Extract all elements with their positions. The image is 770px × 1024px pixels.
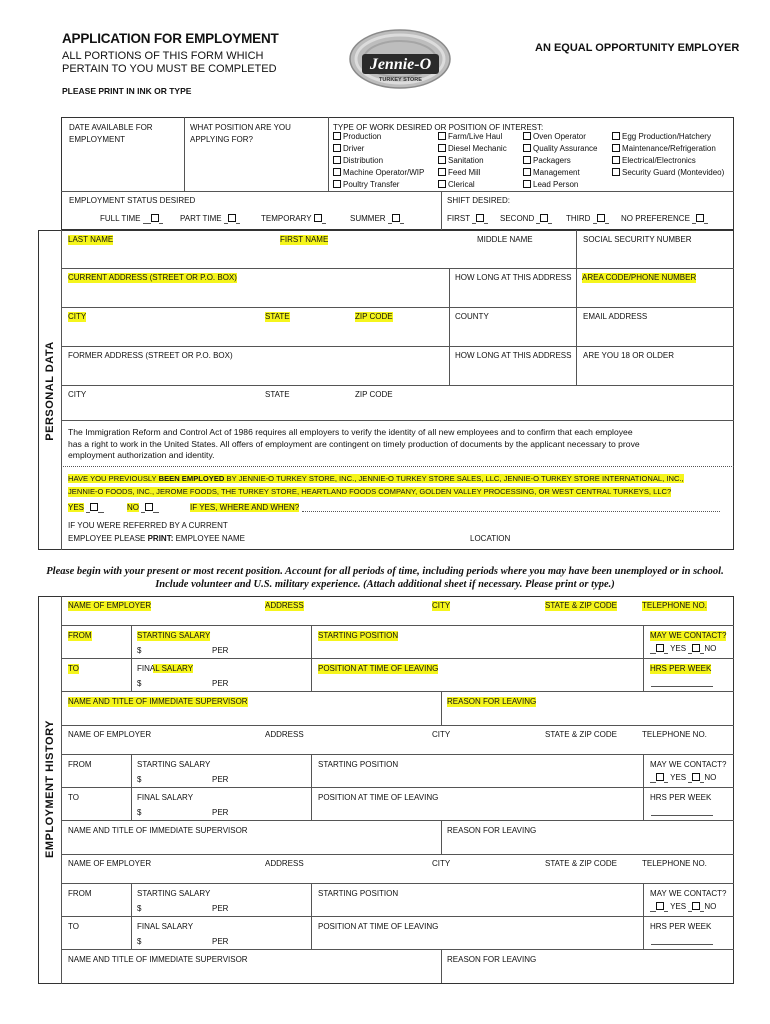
city-field[interactable]: CITY — [68, 312, 87, 321]
checkbox-icon — [597, 214, 605, 222]
shift-no-preference[interactable]: NO PREFERENCE — [621, 214, 708, 224]
former-address-field[interactable]: FORMER ADDRESS (STREET OR P.O. BOX) — [68, 351, 233, 360]
checkbox-icon — [333, 144, 341, 152]
personal-data-side-label: PERSONAL DATA — [44, 341, 56, 441]
form-subtitle-line1: ALL PORTIONS OF THIS FORM WHICH — [62, 50, 264, 62]
last-name-field[interactable]: LAST NAME — [68, 235, 114, 244]
employer-name-field[interactable]: NAME OF EMPLOYER — [68, 601, 152, 610]
employment-status-label: EMPLOYMENT STATUS DESIRED — [69, 196, 196, 205]
starting-salary-per[interactable]: PER — [212, 904, 229, 913]
checkbox-icon — [333, 132, 341, 140]
hrs-per-week-field[interactable]: HRS PER WEEK — [650, 793, 712, 802]
ssn-field[interactable]: SOCIAL SECURITY NUMBER — [583, 235, 692, 244]
checkbox-icon — [523, 132, 531, 140]
from-date-field[interactable]: FROM — [68, 760, 92, 769]
employer-state-zip-field[interactable]: STATE & ZIP CODE — [545, 730, 618, 739]
how-long-2-field[interactable]: HOW LONG AT THIS ADDRESS — [455, 351, 572, 360]
final-salary-per[interactable]: PER — [212, 808, 229, 817]
print-note: PLEASE PRINT IN INK OR TYPE — [62, 86, 192, 96]
checkbox-icon — [523, 144, 531, 152]
work-option-security[interactable]: Security Guard (Montevideo) — [612, 168, 724, 178]
checkbox-icon — [333, 156, 341, 164]
checkbox-icon — [145, 503, 153, 511]
logo-graphic — [348, 28, 453, 90]
checkbox-icon — [438, 144, 446, 152]
work-option-sanitation[interactable]: Sanitation — [438, 156, 484, 166]
work-option-feed-mill[interactable]: Feed Mill — [438, 168, 480, 178]
employer-name-field[interactable]: NAME OF EMPLOYER — [68, 730, 152, 739]
final-salary-dollar[interactable]: $ — [137, 937, 142, 946]
work-option-driver[interactable]: Driver — [333, 144, 364, 154]
county-field[interactable]: COUNTY — [455, 312, 489, 321]
state-2-field[interactable]: STATE — [265, 390, 290, 399]
starting-position-field[interactable]: STARTING POSITION — [318, 760, 399, 769]
final-salary-per[interactable]: PER — [212, 937, 229, 946]
may-contact-yes-no[interactable]: YES NO — [650, 902, 716, 912]
checkbox-icon — [692, 644, 700, 652]
form-title: APPLICATION FOR EMPLOYMENT — [62, 31, 279, 46]
shift-first[interactable]: FIRST — [447, 214, 488, 224]
email-field[interactable]: EMAIL ADDRESS — [583, 312, 648, 321]
checkbox-icon — [438, 156, 446, 164]
checkbox-icon — [438, 180, 446, 188]
may-we-contact-label[interactable]: MAY WE CONTACT? — [650, 631, 727, 640]
final-salary-dollar[interactable]: $ — [137, 808, 142, 817]
checkbox-icon — [656, 902, 664, 910]
date-available-label-2: EMPLOYMENT — [69, 135, 126, 144]
jennie-o-logo — [348, 28, 453, 90]
supervisor-field[interactable]: NAME AND TITLE OF IMMEDIATE SUPERVISOR — [68, 826, 248, 835]
checkbox-icon — [333, 180, 341, 188]
checkbox-icon — [438, 168, 446, 176]
employer-name-field[interactable]: NAME OF EMPLOYER — [68, 859, 152, 868]
position-label-2: APPLYING FOR? — [190, 135, 253, 144]
work-option-distribution[interactable]: Distribution — [333, 156, 383, 166]
starting-salary-field[interactable]: STARTING SALARY — [137, 889, 211, 898]
work-option-oven[interactable]: Oven Operator — [523, 132, 586, 142]
date-available-label: DATE AVAILABLE FOR — [69, 123, 153, 132]
employer-city-field[interactable]: CITY — [432, 601, 451, 610]
checkbox-icon — [612, 132, 620, 140]
may-we-contact-label[interactable]: MAY WE CONTACT? — [650, 760, 727, 769]
how-long-field[interactable]: HOW LONG AT THIS ADDRESS — [455, 273, 572, 282]
to-date-field[interactable]: TO — [68, 793, 79, 802]
referred-label: IF YOU WERE REFERRED BY A CURRENT — [68, 521, 228, 530]
phone-field[interactable]: AREA CODE/PHONE NUMBER — [582, 273, 697, 282]
position-label: WHAT POSITION ARE YOU — [190, 123, 291, 132]
checkbox-icon — [612, 156, 620, 164]
checkbox-icon — [314, 214, 322, 222]
starting-salary-dollar[interactable]: $ — [137, 775, 142, 784]
employer-city-field[interactable]: CITY — [432, 730, 451, 739]
work-option-production[interactable]: Production — [333, 132, 381, 142]
form-subtitle-line2: PERTAIN TO YOU MUST BE COMPLETED — [62, 63, 277, 75]
employer-address-field[interactable]: ADDRESS — [265, 859, 304, 868]
city-2-field[interactable]: CITY — [68, 390, 87, 399]
checkbox-icon — [90, 503, 98, 511]
checkbox-icon — [392, 214, 400, 222]
checkbox-icon — [438, 132, 446, 140]
final-salary-field[interactable]: FINAL SALARY — [137, 922, 194, 931]
final-salary-per[interactable]: PER — [212, 679, 229, 688]
may-contact-yes-no[interactable]: YES NO — [650, 644, 716, 654]
hrs-per-week-field[interactable]: HRS PER WEEK — [650, 664, 712, 673]
status-part-time[interactable]: PART TIME — [180, 214, 240, 224]
zip-field[interactable]: ZIP CODE — [355, 312, 393, 321]
shift-second[interactable]: SECOND — [500, 214, 552, 224]
instructions-line1: Please begin with your present or most recent position. Account for all periods of time, including periods where you may have been unemployed or in school. — [46, 566, 724, 577]
work-option-qa[interactable]: Quality Assurance — [523, 144, 597, 154]
current-address-field[interactable]: CURRENT ADDRESS (STREET OR P.O. BOX) — [68, 273, 237, 282]
starting-salary-dollar[interactable]: $ — [137, 904, 142, 913]
starting-salary-per[interactable]: PER — [212, 775, 229, 784]
reason-leaving-field[interactable]: REASON FOR LEAVING — [447, 697, 537, 706]
checkbox-icon — [523, 156, 531, 164]
checkbox-icon — [696, 214, 704, 222]
may-contact-yes-no[interactable]: YES NO — [650, 773, 716, 783]
shift-third[interactable]: THIRD — [566, 214, 609, 224]
status-summer[interactable]: SUMMER — [350, 214, 404, 224]
final-salary-dollar[interactable]: $ — [137, 679, 142, 688]
work-option-poultry-transfer[interactable]: Poultry Transfer — [333, 180, 399, 190]
employment-history-side-label: EMPLOYMENT HISTORY — [44, 720, 56, 858]
work-option-diesel[interactable]: Diesel Mechanic — [438, 144, 507, 154]
prev-employed-yes[interactable]: YES — [68, 503, 104, 513]
starting-position-field[interactable]: STARTING POSITION — [318, 631, 399, 640]
reason-leaving-field[interactable]: REASON FOR LEAVING — [447, 826, 537, 835]
employer-address-field[interactable]: ADDRESS — [265, 601, 304, 610]
previously-employed-question-2: JENNIE-O FOODS, INC., JEROME FOODS, THE TURKEY STORE, HEARTLAND FOODS COMPANY, GOLDEN VALLEY PROCESSING, OR WEST CENTRAL TURKEYS, LLC? — [68, 487, 672, 496]
state-field[interactable]: STATE — [265, 312, 290, 321]
svg-text:TURKEY STORE: TURKEY STORE — [379, 77, 422, 83]
first-name-field[interactable]: FIRST NAME — [280, 235, 329, 244]
work-option-management[interactable]: Management — [523, 168, 580, 178]
hrs-per-week-field[interactable]: HRS PER WEEK — [650, 922, 712, 931]
equal-opportunity-note: AN EQUAL OPPORTUNITY EMPLOYER — [535, 42, 740, 54]
status-temporary[interactable]: TEMPORARY — [261, 214, 326, 224]
checkbox-icon — [228, 214, 236, 222]
checkbox-icon — [523, 168, 531, 176]
to-date-field[interactable]: TO — [68, 664, 79, 673]
employer-address-field[interactable]: ADDRESS — [265, 730, 304, 739]
zip-2-field[interactable]: ZIP CODE — [355, 390, 393, 399]
work-option-packagers[interactable]: Packagers — [523, 156, 571, 166]
age-field[interactable]: ARE YOU 18 OR OLDER — [583, 351, 674, 360]
work-option-maintenance[interactable]: Maintenance/Refrigeration — [612, 144, 716, 154]
work-option-electrical[interactable]: Electrical/Electronics — [612, 156, 696, 166]
supervisor-field[interactable]: NAME AND TITLE OF IMMEDIATE SUPERVISOR — [68, 955, 248, 964]
work-option-egg[interactable]: Egg Production/Hatchery — [612, 132, 711, 142]
prev-employed-no[interactable]: NO — [127, 503, 159, 513]
starting-salary-dollar[interactable]: $ — [137, 646, 142, 655]
starting-salary-field[interactable]: STARTING SALARY — [137, 760, 211, 769]
starting-salary-field[interactable]: STARTING SALARY — [137, 631, 211, 640]
starting-salary-per[interactable]: PER — [212, 646, 229, 655]
checkbox-icon — [333, 168, 341, 176]
checkbox-icon — [151, 214, 159, 222]
to-date-field[interactable]: TO — [68, 922, 79, 931]
employer-state-zip-field[interactable]: STATE & ZIP CODE — [545, 859, 618, 868]
referred-location[interactable]: LOCATION — [470, 534, 511, 543]
checkbox-icon — [476, 214, 484, 222]
work-option-machine-operator[interactable]: Machine Operator/WIP — [333, 168, 424, 178]
checkbox-icon — [656, 773, 664, 781]
position-leaving-field[interactable]: POSITION AT TIME OF LEAVING — [318, 922, 439, 931]
checkbox-icon — [612, 168, 620, 176]
position-leaving-field[interactable]: POSITION AT TIME OF LEAVING — [318, 664, 439, 673]
work-option-lead-person[interactable]: Lead Person — [523, 180, 578, 190]
final-salary-field[interactable]: FINAL SALARY — [137, 664, 194, 673]
status-full-time[interactable]: FULL TIME — [100, 214, 163, 224]
checkbox-icon — [692, 773, 700, 781]
svg-text:Jennie-O: Jennie-O — [369, 56, 432, 73]
employer-telephone-field[interactable]: TELEPHONE NO. — [642, 859, 707, 868]
if-yes-where-when[interactable]: IF YES, WHERE AND WHEN? — [190, 503, 300, 512]
supervisor-field[interactable]: NAME AND TITLE OF IMMEDIATE SUPERVISOR — [68, 697, 248, 706]
immigration-notice: The Immigration Reform and Control Act of 1986 requires all employers to verify the identity of all new employees and to confirm that each employee has a right to work in the United States. All offers of employment are contingent on timely production of documents by the applicant necessary to prove employment authorization and identity. — [68, 427, 640, 460]
instructions-line2: Include volunteer and U.S. military experience. (Attach additional sheet if necessary. Please print or type.) — [155, 579, 615, 590]
employer-city-field[interactable]: CITY — [432, 859, 451, 868]
work-option-clerical[interactable]: Clerical — [438, 180, 475, 190]
checkbox-icon — [612, 144, 620, 152]
employer-telephone-field[interactable]: TELEPHONE NO. — [642, 601, 707, 610]
referred-employee-name[interactable]: EMPLOYEE PLEASE PRINT: EMPLOYEE NAME — [68, 534, 245, 543]
previously-employed-question: HAVE YOU PREVIOUSLY BEEN EMPLOYED BY JENNIE-O TURKEY STORE, INC., JENNIE-O TURKEY STORE SALES, LLC, JENNIE-O TURKEY STORE INTERNATIONAL, INC., — [68, 474, 684, 483]
position-leaving-field[interactable]: POSITION AT TIME OF LEAVING — [318, 793, 439, 802]
final-salary-field[interactable]: FINAL SALARY — [137, 793, 194, 802]
from-date-field[interactable]: FROM — [68, 889, 92, 898]
type-of-work-label: TYPE OF WORK DESIRED OR POSITION OF INTEREST: — [333, 123, 544, 132]
reason-leaving-field[interactable]: REASON FOR LEAVING — [447, 955, 537, 964]
starting-position-field[interactable]: STARTING POSITION — [318, 889, 399, 898]
from-date-field[interactable]: FROM — [68, 631, 92, 640]
checkbox-icon — [692, 902, 700, 910]
checkbox-icon — [523, 180, 531, 188]
employer-state-zip-field[interactable]: STATE & ZIP CODE — [545, 601, 618, 610]
shift-desired-label: SHIFT DESIRED: — [447, 196, 510, 205]
may-we-contact-label[interactable]: MAY WE CONTACT? — [650, 889, 727, 898]
work-option-farm[interactable]: Farm/Live Haul — [438, 132, 502, 142]
checkbox-icon — [540, 214, 548, 222]
checkbox-icon — [656, 644, 664, 652]
middle-name-field[interactable]: MIDDLE NAME — [477, 235, 533, 244]
employer-telephone-field[interactable]: TELEPHONE NO. — [642, 730, 707, 739]
